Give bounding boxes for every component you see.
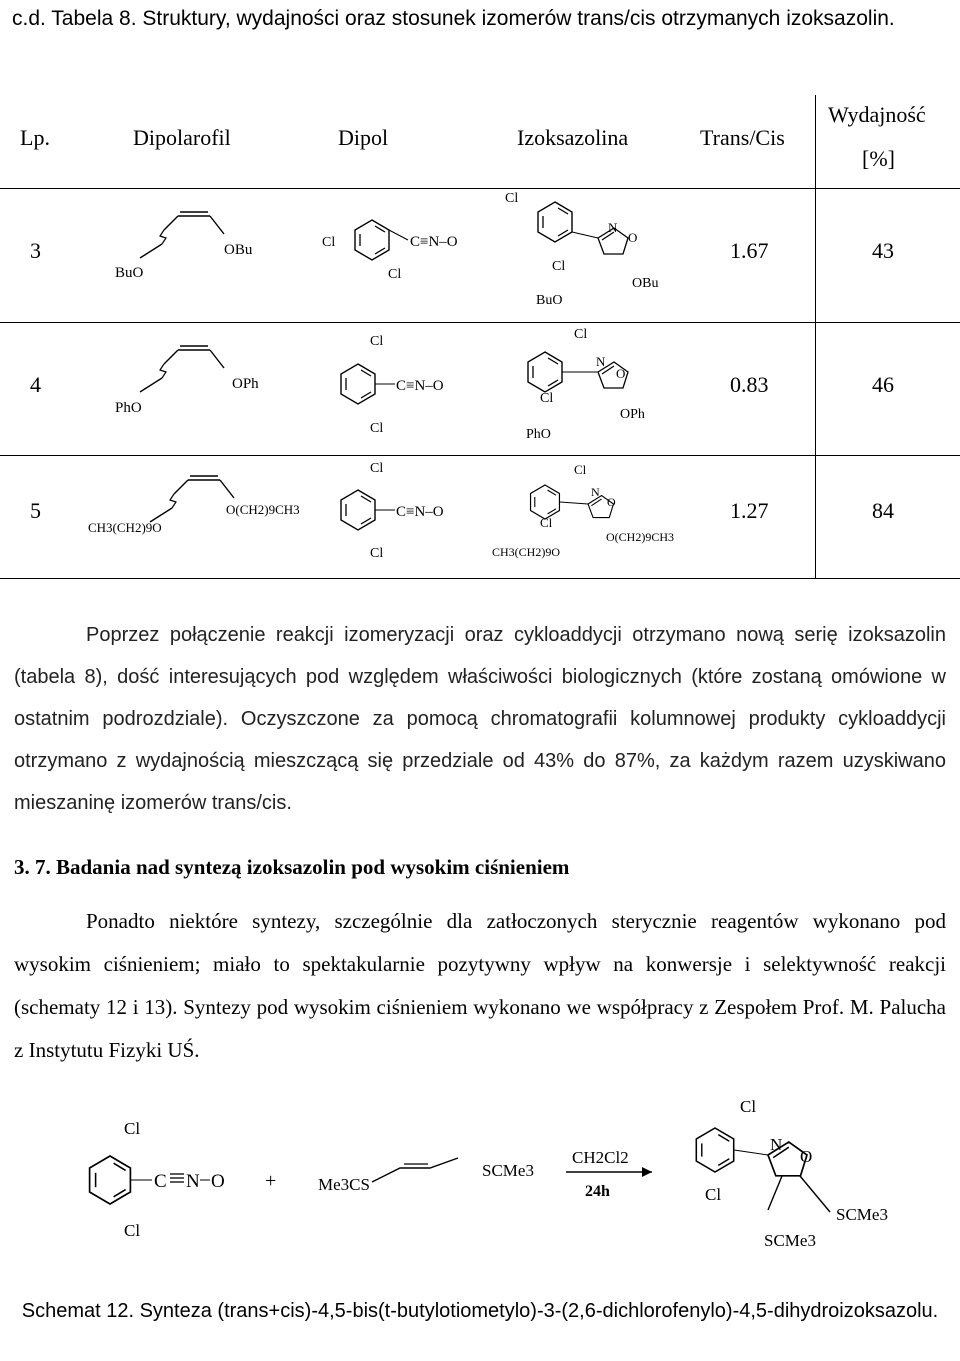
scheme-plus: + bbox=[265, 1170, 277, 1192]
header-lp: Lp. bbox=[20, 125, 50, 150]
header-wydajnosc-unit: [%] bbox=[862, 146, 895, 171]
row3-dipol-cno: C≡N–O bbox=[410, 234, 458, 250]
row4-lp: 4 bbox=[30, 372, 41, 397]
row5-izoksazolina-ring bbox=[531, 485, 560, 519]
row3-transcis: 1.67 bbox=[730, 238, 769, 263]
row3-dipol-cl1: Cl bbox=[322, 235, 336, 250]
scheme-dipol-c: C bbox=[154, 1171, 167, 1192]
scheme-reagent-chain bbox=[372, 1158, 458, 1182]
row3-izo-cl2: Cl bbox=[552, 259, 566, 274]
row5-izo-o: O bbox=[607, 495, 616, 509]
row3-dipolarofil bbox=[140, 212, 224, 258]
row4-dipolarofil-right: OPh bbox=[232, 376, 259, 392]
row5-izo-n: N bbox=[591, 485, 600, 499]
row5-lp: 5 bbox=[30, 498, 41, 523]
row4-yield: 46 bbox=[872, 372, 894, 397]
row4-izoksazolina-ring bbox=[528, 352, 562, 392]
row3-izoksazolina-ring bbox=[538, 202, 572, 242]
row3-izo-n: N bbox=[608, 220, 618, 235]
scheme-dipol-cl1: Cl bbox=[124, 1119, 141, 1138]
row4-izo-n: N bbox=[596, 354, 606, 369]
row3-izo-sub2: OBu bbox=[632, 276, 659, 291]
header-transcis: Trans/Cis bbox=[700, 125, 785, 150]
row5-dipol-cl1: Cl bbox=[370, 461, 384, 476]
row4-transcis: 0.83 bbox=[730, 372, 769, 397]
row4-izo-o: O bbox=[616, 366, 626, 381]
scheme-product-o: O bbox=[800, 1147, 813, 1166]
row5-yield: 84 bbox=[872, 498, 894, 523]
scheme-product-sub1: SCMe3 bbox=[836, 1205, 888, 1224]
row4-izo-sub1: PhO bbox=[526, 427, 551, 442]
row5-izo-sub1: CH3(CH2)9O bbox=[492, 545, 560, 559]
row4-izo-cl2: Cl bbox=[540, 391, 554, 406]
scheme-solvent: CH2Cl2 bbox=[572, 1148, 629, 1167]
row5-izo-cl2: Cl bbox=[540, 515, 553, 530]
row5-dipolarofil bbox=[150, 476, 234, 522]
scheme-product-n: N bbox=[770, 1135, 783, 1154]
row3-izo-o: O bbox=[628, 230, 638, 245]
row4-dipolarofil-left: PhO bbox=[115, 400, 142, 416]
scheme-product-cl1: Cl bbox=[740, 1097, 757, 1116]
scheme-dipol-cl2: Cl bbox=[124, 1221, 141, 1240]
paragraph-2: Ponadto niektóre syntezy, szczególnie dla zatłoczonych sterycznie reagentów wykonano pod wysokim ciśnieniem; miało to spektakularnie pozytywny wpływ na konwersje i selektywność reakcji (schematy 12 i 13). Syntezy pod wysokim ciśnieniem wykonano we współpracy z Zespołem Prof. M. Palucha z Instytutu Fizyki UŚ. bbox=[14, 909, 946, 1062]
row4-dipol-cl2: Cl bbox=[370, 421, 384, 436]
row3-izo-cl1: Cl bbox=[505, 191, 519, 206]
section-heading: 3. 7. Badania nad syntezą izoksazolin pod wysokim ciśnieniem bbox=[14, 855, 570, 879]
header-wydajnosc: Wydajność bbox=[828, 102, 926, 127]
scheme-dipol-n: N bbox=[186, 1171, 200, 1192]
row5-dipol bbox=[341, 490, 375, 530]
row4-izo-sub2: OPh bbox=[620, 407, 645, 422]
row5-izo-cl1: Cl bbox=[574, 462, 587, 477]
row3-lp: 3 bbox=[30, 238, 41, 263]
row3-dipolarofil-right: OBu bbox=[224, 242, 253, 258]
row3-dipol bbox=[355, 220, 389, 260]
header-dipol: Dipol bbox=[338, 125, 389, 150]
row4-dipol-cl1: Cl bbox=[370, 334, 384, 349]
scheme-caption: Schemat 12. Synteza (trans+cis)-4,5-bis(t-butylotiometylo)-3-(2,6-dichlorofenylo)-4,5-dihydroizoksazolu. bbox=[21, 1300, 939, 1322]
scheme-time: 24h bbox=[585, 1183, 610, 1200]
header-izoksazolina: Izoksazolina bbox=[517, 125, 629, 150]
scheme-dipol-ring bbox=[90, 1156, 131, 1204]
row5-dipolarofil-left: CH3(CH2)9O bbox=[88, 520, 162, 535]
header-dipolarofil: Dipolarofil bbox=[133, 125, 231, 150]
row4-dipol bbox=[341, 364, 375, 404]
row5-izo-sub2: O(CH2)9CH3 bbox=[606, 530, 674, 544]
scheme-dipol-o: O bbox=[211, 1171, 225, 1192]
scheme-product-sub2: SCMe3 bbox=[764, 1231, 816, 1250]
row4-izo-cl1: Cl bbox=[574, 327, 588, 342]
scheme-product-ring bbox=[696, 1128, 733, 1172]
paragraph-1: Poprzez połączenie reakcji izomeryzacji oraz cykloaddycji otrzymano nową serię izoksazolin (tabela 8), dość interesujących pod względem właściwości biologicznych (które zostaną omówione w ostatnim podrozdziale). Oczyszczone za pomocą chromatografii kolumnowej produkty cykloaddycji otrzymano z wydajnością mieszczącą się przedziale od 43% do 87%, za każdym razem uzyskiwano mieszaninę izomerów trans/cis. bbox=[14, 624, 946, 814]
row5-transcis: 1.27 bbox=[730, 498, 769, 523]
row4-dipolarofil bbox=[140, 346, 224, 392]
row5-dipolarofil-right: O(CH2)9CH3 bbox=[226, 502, 300, 517]
scheme-reagent-left: Me3CS bbox=[318, 1175, 370, 1194]
scheme-reagent-right: SCMe3 bbox=[482, 1161, 534, 1180]
scheme-product-cl2: Cl bbox=[705, 1185, 722, 1204]
row3-izo-sub1: BuO bbox=[536, 293, 563, 308]
row4-dipol-cno: C≡N–O bbox=[396, 378, 444, 394]
row3-dipol-cl2: Cl bbox=[388, 267, 402, 282]
table-caption: c.d. Tabela 8. Struktury, wydajności oraz stosunek izomerów trans/cis otrzymanych izoksazolin. bbox=[12, 7, 895, 30]
row5-dipol-cno: C≡N–O bbox=[396, 504, 444, 520]
row3-dipolarofil-left: BuO bbox=[115, 265, 144, 281]
row3-yield: 43 bbox=[872, 238, 894, 263]
row5-dipol-cl2: Cl bbox=[370, 546, 384, 561]
